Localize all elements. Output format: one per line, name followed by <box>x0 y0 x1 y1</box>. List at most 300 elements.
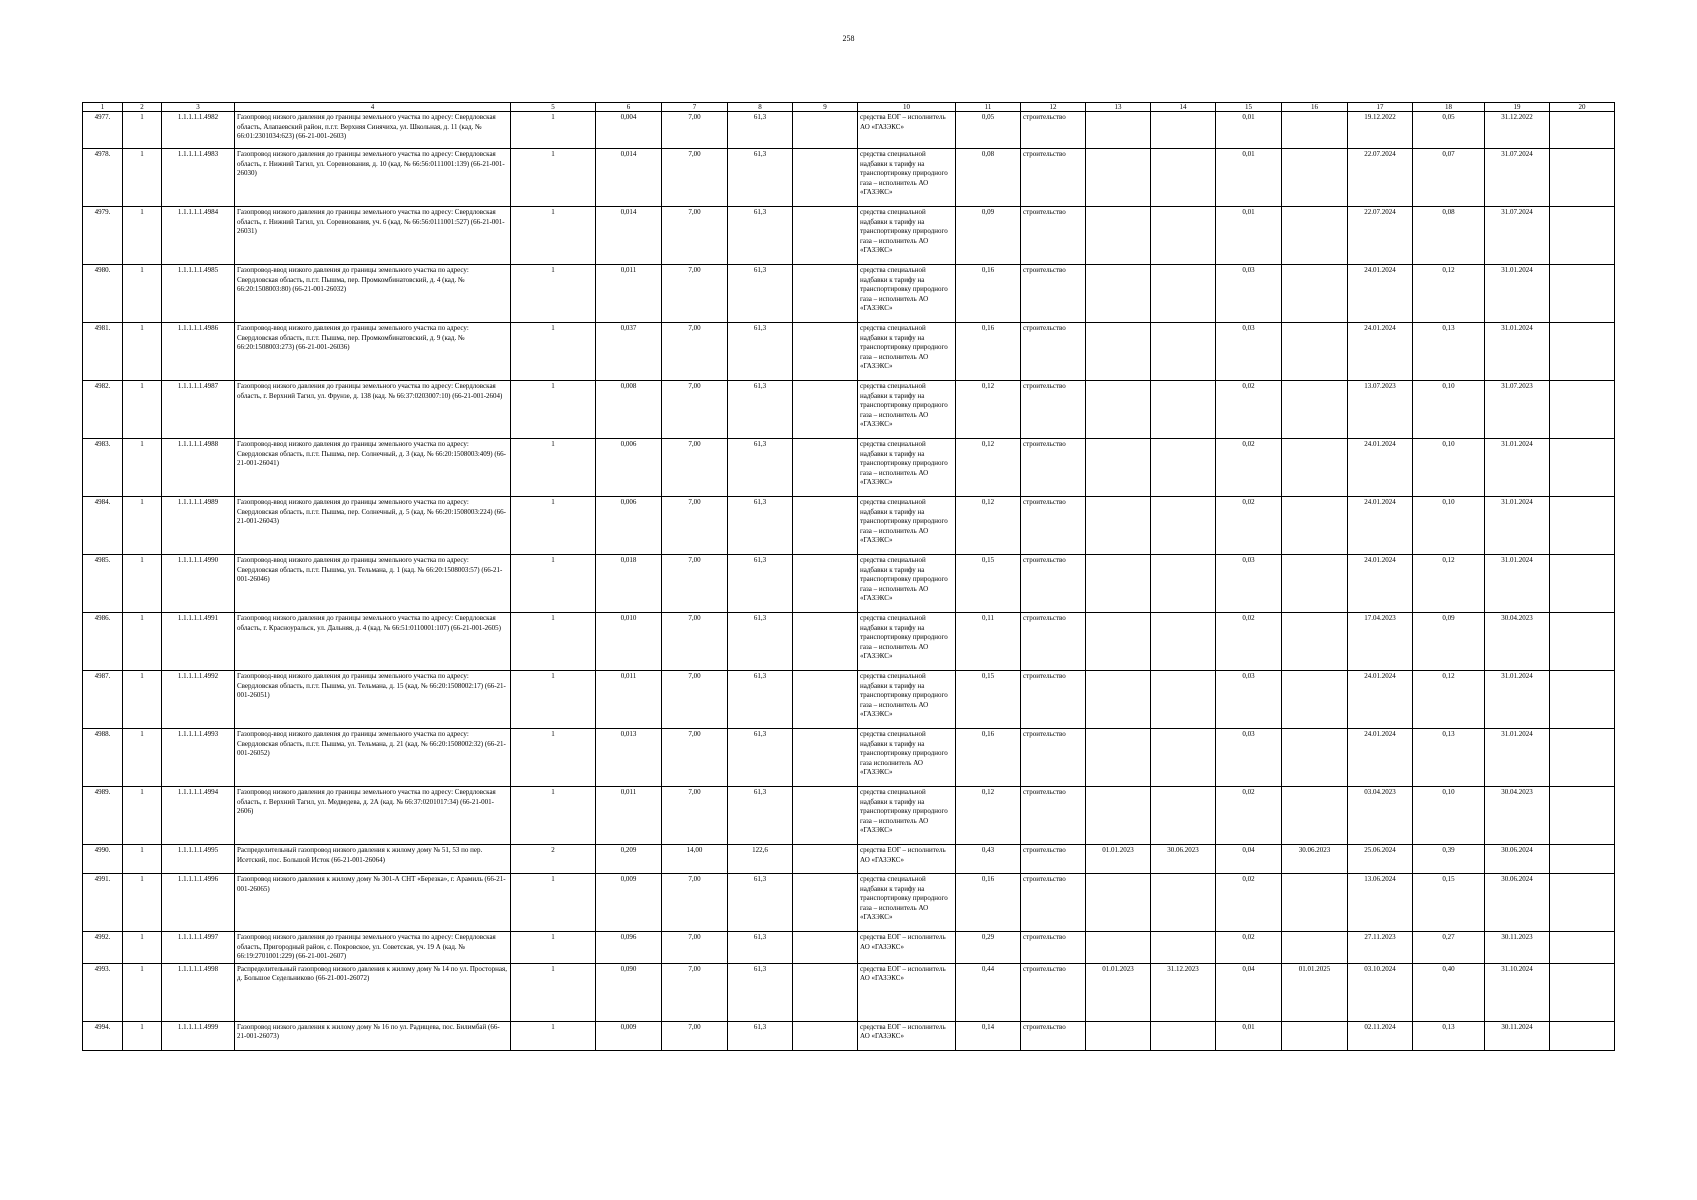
table-cell-col-13 <box>1086 381 1151 439</box>
table-cell-col-10: средства специальной надбавки к тарифу на транспортировку природного газа – исполнитель АО «ГАЗЭКС» <box>858 497 956 555</box>
column-number-7: 7 <box>662 103 728 112</box>
table-cell-col-11: 0,16 <box>956 729 1021 787</box>
table-cell-col-2: 1 <box>123 439 162 497</box>
table-cell-col-14 <box>1151 207 1216 265</box>
table-cell-col-20 <box>1550 963 1615 1021</box>
table-cell-col-13 <box>1086 671 1151 729</box>
table-cell-col-13 <box>1086 439 1151 497</box>
table-cell-col-17: 03.10.2024 <box>1348 963 1413 1021</box>
table-cell-col-16 <box>1282 323 1348 381</box>
table-cell-col-18: 0,13 <box>1413 1021 1485 1050</box>
table-cell-col-10: средства ЕОГ – исполнитель АО «ГАЗЭКС» <box>858 845 956 874</box>
table-cell-col-12: строительство <box>1021 381 1086 439</box>
table-cell-col-13: 01.01.2023 <box>1086 845 1151 874</box>
table-cell-col-6: 0,011 <box>596 265 662 323</box>
table-cell-col-2: 1 <box>123 787 162 845</box>
table-cell-col-10: средства специальной надбавки к тарифу на транспортировку природного газа – исполнитель АО «ГАЗЭКС» <box>858 613 956 671</box>
table-cell-col-8: 61,3 <box>728 874 793 932</box>
table-cell-col-18: 0,40 <box>1413 963 1485 1021</box>
table-cell-col-5: 1 <box>511 787 596 845</box>
table-cell-col-13 <box>1086 207 1151 265</box>
table-cell-col-15: 0,02 <box>1216 439 1282 497</box>
table-cell-col-14 <box>1151 787 1216 845</box>
table-cell-col-6: 0,011 <box>596 671 662 729</box>
table-cell-col-13 <box>1086 323 1151 381</box>
table-cell-col-8: 61,3 <box>728 932 793 964</box>
table-cell-col-19: 30.06.2024 <box>1485 874 1550 932</box>
table-cell-col-18: 0,10 <box>1413 381 1485 439</box>
column-number-6: 6 <box>596 103 662 112</box>
table-cell-col-3: 1.1.1.1.1.4987 <box>162 381 235 439</box>
table-cell-col-19: 30.11.2024 <box>1485 1021 1550 1050</box>
table-cell-col-7: 7,00 <box>662 112 728 149</box>
table-cell-col-14 <box>1151 671 1216 729</box>
table-cell-col-4: Распределительный газопровод низкого давления к жилому дому № 51, 53 по пер. Исетский, пос. Большой Исток (66-21-001-26064) <box>235 845 511 874</box>
table-cell-col-2: 1 <box>123 381 162 439</box>
table-cell-col-3: 1.1.1.1.1.4984 <box>162 207 235 265</box>
table-row <box>83 323 1615 381</box>
table-cell-col-6: 0,014 <box>596 207 662 265</box>
table-cell-col-1: 4994. <box>83 1021 123 1050</box>
table-cell-col-17: 24.01.2024 <box>1348 265 1413 323</box>
table-cell-col-12: строительство <box>1021 963 1086 1021</box>
table-cell-col-15: 0,01 <box>1216 1021 1282 1050</box>
table-cell-col-6: 0,209 <box>596 845 662 874</box>
table-cell-col-19: 30.04.2023 <box>1485 613 1550 671</box>
table-cell-col-10: средства специальной надбавки к тарифу на транспортировку природного газа – исполнитель АО «ГАЗЭКС» <box>858 207 956 265</box>
table-cell-col-13 <box>1086 149 1151 207</box>
table-cell-col-19: 31.01.2024 <box>1485 729 1550 787</box>
table-cell-col-5: 1 <box>511 874 596 932</box>
column-number-1: 1 <box>83 103 123 112</box>
table-cell-col-12: строительство <box>1021 497 1086 555</box>
table-cell-col-7: 7,00 <box>662 671 728 729</box>
table-cell-col-7: 7,00 <box>662 149 728 207</box>
table-cell-col-10: средства ЕОГ – исполнитель АО «ГАЗЭКС» <box>858 932 956 964</box>
table-cell-col-16 <box>1282 671 1348 729</box>
table-cell-col-9 <box>793 265 858 323</box>
table-cell-col-16 <box>1282 207 1348 265</box>
table-cell-col-10: средства специальной надбавки к тарифу на транспортировку природного газа – исполнитель АО «ГАЗЭКС» <box>858 671 956 729</box>
table-cell-col-13 <box>1086 265 1151 323</box>
table-row <box>83 149 1615 207</box>
table-cell-col-9 <box>793 323 858 381</box>
table-cell-col-14 <box>1151 555 1216 613</box>
table-cell-col-10: средства специальной надбавки к тарифу на транспортировку природного газа – исполнитель АО «ГАЗЭКС» <box>858 439 956 497</box>
table-cell-col-20 <box>1550 381 1615 439</box>
table-row <box>83 112 1615 149</box>
column-number-4: 4 <box>235 103 511 112</box>
table-cell-col-3: 1.1.1.1.1.4999 <box>162 1021 235 1050</box>
table-cell-col-4: Газопровод-ввод низкого давления до границы земельного участка по адресу: Свердловская область, п.г.т. Пышма, пер. Солнечный, д. 5 (кад. № 66:20:1508003:224) (66-21-001-26043) <box>235 497 511 555</box>
table-cell-col-8: 61,3 <box>728 497 793 555</box>
table-cell-col-4: Газопровод-ввод низкого давления до границы земельного участка по адресу: Свердловская область, п.г.т. Пышма, ул. Тельмана, д. 1 (кад. № 66:20:1508003:57) (66-21-001-26046) <box>235 555 511 613</box>
table-cell-col-15: 0,04 <box>1216 845 1282 874</box>
table-cell-col-19: 31.07.2023 <box>1485 381 1550 439</box>
table-cell-col-6: 0,013 <box>596 729 662 787</box>
table-cell-col-16: 01.01.2025 <box>1282 963 1348 1021</box>
table-cell-col-15: 0,02 <box>1216 381 1282 439</box>
table-cell-col-13 <box>1086 932 1151 964</box>
table-cell-col-20 <box>1550 874 1615 932</box>
table-cell-col-9 <box>793 787 858 845</box>
table-cell-col-7: 7,00 <box>662 439 728 497</box>
table-cell-col-18: 0,13 <box>1413 323 1485 381</box>
table-cell-col-6: 0,004 <box>596 112 662 149</box>
table-cell-col-9 <box>793 729 858 787</box>
column-number-13: 13 <box>1086 103 1151 112</box>
table-cell-col-17: 24.01.2024 <box>1348 497 1413 555</box>
table-cell-col-12: строительство <box>1021 874 1086 932</box>
table-cell-col-4: Газопровод-ввод низкого давления до границы земельного участка по адресу: Свердловская область, п.г.т. Пышма, пер. Промкомбинатовский, д. 4 (кад. № 66:20:1508003:80) (66-21-001-26032) <box>235 265 511 323</box>
table-cell-col-16 <box>1282 149 1348 207</box>
table-cell-col-7: 7,00 <box>662 555 728 613</box>
column-number-17: 17 <box>1348 103 1413 112</box>
table-cell-col-4: Газопровод низкого давления до границы земельного участка по адресу: Свердловская область, Пригородный район, с. Покровское, ул. Советская, уч. 19 А (кад. № 66:19:2701001:229) (66-21-001-2607) <box>235 932 511 964</box>
table-cell-col-12: строительство <box>1021 555 1086 613</box>
table-cell-col-14 <box>1151 439 1216 497</box>
table-cell-col-4: Газопровод-ввод низкого давления до границы земельного участка по адресу: Свердловская область, п.г.т. Пышма, ул. Тельмана, д. 21 (кад. № 66:20:1508002:32) (66-21-001-26052) <box>235 729 511 787</box>
table-cell-col-18: 0,10 <box>1413 439 1485 497</box>
table-cell-col-7: 7,00 <box>662 207 728 265</box>
table-cell-col-14 <box>1151 613 1216 671</box>
table-cell-col-11: 0,44 <box>956 963 1021 1021</box>
table-cell-col-20 <box>1550 845 1615 874</box>
table-cell-col-20 <box>1550 497 1615 555</box>
table-cell-col-10: средства ЕОГ – исполнитель АО «ГАЗЭКС» <box>858 112 956 149</box>
table-cell-col-11: 0,12 <box>956 787 1021 845</box>
table-cell-col-20 <box>1550 265 1615 323</box>
table-cell-col-5: 1 <box>511 381 596 439</box>
table-cell-col-1: 4984. <box>83 497 123 555</box>
table-cell-col-4: Газопровод низкого давления до границы земельного участка по адресу: Свердловская область, г. Красноуральск, ул. Дальняя, д. 4 (кад. № 66:51:0110001:107) (66-21-001-2605) <box>235 613 511 671</box>
table-cell-col-4: Газопровод низкого давления до границы земельного участка по адресу: Свердловская область, г. Нижний Тагил, ул. Соревнования, уч. 6 (кад. № 66:56:0111001:527) (66-21-001-26031) <box>235 207 511 265</box>
table-cell-col-16 <box>1282 112 1348 149</box>
table-cell-col-14 <box>1151 932 1216 964</box>
table-cell-col-3: 1.1.1.1.1.4988 <box>162 439 235 497</box>
table-cell-col-5: 1 <box>511 963 596 1021</box>
column-number-18: 18 <box>1413 103 1485 112</box>
table-cell-col-19: 30.06.2024 <box>1485 845 1550 874</box>
table-cell-col-9 <box>793 381 858 439</box>
table-cell-col-4: Газопровод низкого давления до границы земельного участка по адресу: Свердловская область, Алапаевский район, п.г.т. Верхняя Синячиха, ул. Школьная, д. 11 (кад. № 66:01:2301034:623) (66-21-001-2603) <box>235 112 511 149</box>
table-cell-col-1: 4986. <box>83 613 123 671</box>
table-cell-col-19: 31.12.2022 <box>1485 112 1550 149</box>
table-cell-col-5: 1 <box>511 439 596 497</box>
table-cell-col-20 <box>1550 932 1615 964</box>
table-cell-col-11: 0,15 <box>956 671 1021 729</box>
table-cell-col-16 <box>1282 439 1348 497</box>
table-cell-col-16 <box>1282 265 1348 323</box>
table-cell-col-17: 13.06.2024 <box>1348 874 1413 932</box>
table-cell-col-13 <box>1086 497 1151 555</box>
table-cell-col-17: 24.01.2024 <box>1348 671 1413 729</box>
table-cell-col-17: 24.01.2024 <box>1348 729 1413 787</box>
table-cell-col-6: 0,018 <box>596 555 662 613</box>
table-cell-col-17: 17.04.2023 <box>1348 613 1413 671</box>
table-cell-col-19: 30.04.2023 <box>1485 787 1550 845</box>
table-cell-col-2: 1 <box>123 874 162 932</box>
column-number-5: 5 <box>511 103 596 112</box>
table-cell-col-11: 0,16 <box>956 265 1021 323</box>
table-cell-col-15: 0,03 <box>1216 323 1282 381</box>
table-cell-col-13 <box>1086 112 1151 149</box>
table-cell-col-6: 0,008 <box>596 381 662 439</box>
table-cell-col-10: средства специальной надбавки к тарифу на транспортировку природного газа – исполнитель АО «ГАЗЭКС» <box>858 265 956 323</box>
table-cell-col-13 <box>1086 874 1151 932</box>
table-cell-col-13 <box>1086 787 1151 845</box>
table-cell-col-1: 4980. <box>83 265 123 323</box>
table-cell-col-2: 1 <box>123 1021 162 1050</box>
column-number-11: 11 <box>956 103 1021 112</box>
table-cell-col-4: Газопровод низкого давления до границы земельного участка по адресу: Свердловская область, г. Нижний Тагил, ул. Соревнования, д. 10 (кад. № 66:56:0111001:139) (66-21-001-26030) <box>235 149 511 207</box>
table-cell-col-8: 61,3 <box>728 671 793 729</box>
table-cell-col-5: 1 <box>511 613 596 671</box>
page-number: 258 <box>842 34 855 43</box>
table-cell-col-15: 0,03 <box>1216 729 1282 787</box>
table-cell-col-11: 0,12 <box>956 497 1021 555</box>
table-cell-col-7: 7,00 <box>662 323 728 381</box>
table-cell-col-8: 61,3 <box>728 963 793 1021</box>
column-number-8: 8 <box>728 103 793 112</box>
table-row <box>83 381 1615 439</box>
table-cell-col-7: 7,00 <box>662 497 728 555</box>
table-cell-col-18: 0,10 <box>1413 787 1485 845</box>
table-cell-col-5: 1 <box>511 149 596 207</box>
table-cell-col-14 <box>1151 729 1216 787</box>
column-number-9: 9 <box>793 103 858 112</box>
table-cell-col-11: 0,12 <box>956 381 1021 439</box>
table-cell-col-16 <box>1282 932 1348 964</box>
table-cell-col-1: 4993. <box>83 963 123 1021</box>
table-cell-col-2: 1 <box>123 555 162 613</box>
table-cell-col-4: Газопровод низкого давления к жилому дому № 301-А СНТ «Березка», г. Арамиль (66-21-001-26065) <box>235 874 511 932</box>
table-cell-col-2: 1 <box>123 497 162 555</box>
table-cell-col-10: средства специальной надбавки к тарифу на транспортировку природного газа – исполнитель АО «ГАЗЭКС» <box>858 874 956 932</box>
table-cell-col-20 <box>1550 323 1615 381</box>
table-cell-col-8: 61,3 <box>728 787 793 845</box>
table-cell-col-14 <box>1151 323 1216 381</box>
table-cell-col-5: 1 <box>511 207 596 265</box>
table-cell-col-7: 7,00 <box>662 265 728 323</box>
table-cell-col-10: средства специальной надбавки к тарифу на транспортировку природного газа – исполнитель АО «ГАЗЭКС» <box>858 381 956 439</box>
table-cell-col-11: 0,16 <box>956 323 1021 381</box>
table-cell-col-12: строительство <box>1021 439 1086 497</box>
table-cell-col-7: 7,00 <box>662 381 728 439</box>
table-cell-col-9 <box>793 613 858 671</box>
table-cell-col-14 <box>1151 381 1216 439</box>
table-cell-col-5: 1 <box>511 265 596 323</box>
table-cell-col-15: 0,01 <box>1216 112 1282 149</box>
table-cell-col-12: строительство <box>1021 1021 1086 1050</box>
table-cell-col-17: 27.11.2023 <box>1348 932 1413 964</box>
table-cell-col-19: 30.11.2023 <box>1485 932 1550 964</box>
table-cell-col-18: 0,27 <box>1413 932 1485 964</box>
table-cell-col-20 <box>1550 207 1615 265</box>
table-cell-col-13 <box>1086 729 1151 787</box>
table-cell-col-16 <box>1282 729 1348 787</box>
table-cell-col-17: 25.06.2024 <box>1348 845 1413 874</box>
table-row <box>83 787 1615 845</box>
table-cell-col-14 <box>1151 149 1216 207</box>
table-cell-col-1: 4987. <box>83 671 123 729</box>
table-cell-col-17: 24.01.2024 <box>1348 439 1413 497</box>
table-cell-col-3: 1.1.1.1.1.4986 <box>162 323 235 381</box>
table-row <box>83 845 1615 874</box>
table-cell-col-1: 4990. <box>83 845 123 874</box>
table-cell-col-4: Газопровод-ввод низкого давления до границы земельного участка по адресу: Свердловская область, п.г.т. Пышма, ул. Тельмана, д. 15 (кад. № 66:20:1508002:17) (66-21-001-26051) <box>235 671 511 729</box>
table-cell-col-9 <box>793 555 858 613</box>
table-cell-col-13 <box>1086 1021 1151 1050</box>
table-cell-col-19: 31.01.2024 <box>1485 265 1550 323</box>
column-number-12: 12 <box>1021 103 1086 112</box>
table-cell-col-12: строительство <box>1021 845 1086 874</box>
table-row <box>83 874 1615 932</box>
table-cell-col-6: 0,009 <box>596 874 662 932</box>
table-cell-col-12: строительство <box>1021 207 1086 265</box>
table-cell-col-6: 0,037 <box>596 323 662 381</box>
table-cell-col-1: 4978. <box>83 149 123 207</box>
column-number-19: 19 <box>1485 103 1550 112</box>
table-row <box>83 671 1615 729</box>
table-cell-col-11: 0,15 <box>956 555 1021 613</box>
table-cell-col-19: 31.01.2024 <box>1485 555 1550 613</box>
table-cell-col-20 <box>1550 1021 1615 1050</box>
table-cell-col-17: 22.07.2024 <box>1348 149 1413 207</box>
table-cell-col-20 <box>1550 729 1615 787</box>
table-cell-col-17: 24.01.2024 <box>1348 323 1413 381</box>
table-cell-col-1: 4991. <box>83 874 123 932</box>
table-cell-col-18: 0,12 <box>1413 265 1485 323</box>
table-cell-col-14: 30.06.2023 <box>1151 845 1216 874</box>
table-cell-col-2: 1 <box>123 613 162 671</box>
table-cell-col-17: 24.01.2024 <box>1348 555 1413 613</box>
column-number-16: 16 <box>1282 103 1348 112</box>
table-cell-col-10: средства ЕОГ – исполнитель АО «ГАЗЭКС» <box>858 963 956 1021</box>
table-cell-col-5: 2 <box>511 845 596 874</box>
table-cell-col-19: 31.07.2024 <box>1485 149 1550 207</box>
table-cell-col-8: 61,3 <box>728 207 793 265</box>
table-cell-col-3: 1.1.1.1.1.4993 <box>162 729 235 787</box>
table-cell-col-18: 0,39 <box>1413 845 1485 874</box>
table-cell-col-13 <box>1086 555 1151 613</box>
table-row <box>83 963 1615 1021</box>
table-cell-col-8: 61,3 <box>728 729 793 787</box>
table-cell-col-16 <box>1282 787 1348 845</box>
table-cell-col-7: 7,00 <box>662 1021 728 1050</box>
table-cell-col-16 <box>1282 497 1348 555</box>
table-cell-col-15: 0,02 <box>1216 932 1282 964</box>
table-cell-col-11: 0,14 <box>956 1021 1021 1050</box>
table-cell-col-6: 0,014 <box>596 149 662 207</box>
table-cell-col-12: строительство <box>1021 149 1086 207</box>
table-cell-col-18: 0,10 <box>1413 497 1485 555</box>
table-cell-col-10: средства специальной надбавки к тарифу на транспортировку природного газа исполнитель АО «ГАЗЭКС» <box>858 729 956 787</box>
table-cell-col-6: 0,006 <box>596 439 662 497</box>
table-cell-col-7: 7,00 <box>662 963 728 1021</box>
table-cell-col-1: 4977. <box>83 112 123 149</box>
table-cell-col-1: 4989. <box>83 787 123 845</box>
table-cell-col-3: 1.1.1.1.1.4985 <box>162 265 235 323</box>
column-number-10: 10 <box>858 103 956 112</box>
table-cell-col-6: 0,006 <box>596 497 662 555</box>
table-cell-col-12: строительство <box>1021 932 1086 964</box>
table-cell-col-15: 0,03 <box>1216 265 1282 323</box>
table-cell-col-3: 1.1.1.1.1.4983 <box>162 149 235 207</box>
table-cell-col-18: 0,12 <box>1413 671 1485 729</box>
table-row <box>83 932 1615 964</box>
table-cell-col-4: Газопровод-ввод низкого давления до границы земельного участка по адресу: Свердловская область, п.г.т. Пышма, пер. Промкомбинатовский, д. 9 (кад. № 66:20:1508003:273) (66-21-001-26036) <box>235 323 511 381</box>
table-cell-col-18: 0,05 <box>1413 112 1485 149</box>
table-cell-col-17: 02.11.2024 <box>1348 1021 1413 1050</box>
table-cell-col-18: 0,13 <box>1413 729 1485 787</box>
table-cell-col-7: 7,00 <box>662 613 728 671</box>
table-cell-col-3: 1.1.1.1.1.4995 <box>162 845 235 874</box>
column-number-3: 3 <box>162 103 235 112</box>
column-number-15: 15 <box>1216 103 1282 112</box>
table-cell-col-20 <box>1550 555 1615 613</box>
table-cell-col-16: 30.06.2023 <box>1282 845 1348 874</box>
table-cell-col-5: 1 <box>511 1021 596 1050</box>
table-cell-col-3: 1.1.1.1.1.4996 <box>162 874 235 932</box>
table-cell-col-3: 1.1.1.1.1.4998 <box>162 963 235 1021</box>
table-cell-col-16 <box>1282 613 1348 671</box>
table-cell-col-8: 61,3 <box>728 439 793 497</box>
table-cell-col-4: Газопровод-ввод низкого давления до границы земельного участка по адресу: Свердловская область, п.г.т. Пышма, пер. Солнечный, д. 3 (кад. № 66:20:1508003:409) (66-21-001-26041) <box>235 439 511 497</box>
column-number-2: 2 <box>123 103 162 112</box>
table-cell-col-1: 4983. <box>83 439 123 497</box>
table-row <box>83 439 1615 497</box>
table-cell-col-5: 1 <box>511 932 596 964</box>
table-cell-col-9 <box>793 874 858 932</box>
table-cell-col-14 <box>1151 265 1216 323</box>
table-cell-col-12: строительство <box>1021 671 1086 729</box>
table-cell-col-18: 0,07 <box>1413 149 1485 207</box>
table-cell-col-6: 0,011 <box>596 787 662 845</box>
table-cell-col-6: 0,096 <box>596 932 662 964</box>
table-cell-col-19: 31.01.2024 <box>1485 439 1550 497</box>
table-cell-col-5: 1 <box>511 729 596 787</box>
table-cell-col-15: 0,01 <box>1216 149 1282 207</box>
table-cell-col-12: строительство <box>1021 729 1086 787</box>
table-cell-col-18: 0,15 <box>1413 874 1485 932</box>
table-row <box>83 729 1615 787</box>
table-cell-col-8: 61,3 <box>728 555 793 613</box>
table-cell-col-18: 0,12 <box>1413 555 1485 613</box>
table-cell-col-2: 1 <box>123 963 162 1021</box>
table-cell-col-1: 4982. <box>83 381 123 439</box>
table-cell-col-13 <box>1086 613 1151 671</box>
table-cell-col-14: 31.12.2023 <box>1151 963 1216 1021</box>
table-cell-col-9 <box>793 1021 858 1050</box>
table-cell-col-2: 1 <box>123 932 162 964</box>
table-cell-col-4: Газопровод низкого давления к жилому дому № 16 по ул. Радищева, пос. Билимбай (66-21-001-26073) <box>235 1021 511 1050</box>
table-cell-col-17: 13.07.2023 <box>1348 381 1413 439</box>
table-cell-col-11: 0,16 <box>956 874 1021 932</box>
table-cell-col-1: 4981. <box>83 323 123 381</box>
table-cell-col-15: 0,04 <box>1216 963 1282 1021</box>
table-cell-col-17: 22.07.2024 <box>1348 207 1413 265</box>
table-cell-col-12: строительство <box>1021 787 1086 845</box>
table-cell-col-4: Распределительный газопровод низкого давления к жилому дому № 14 по ул. Просторная, д. Большое Седельниково (66-21-001-26072) <box>235 963 511 1021</box>
column-number-14: 14 <box>1151 103 1216 112</box>
table-cell-col-20 <box>1550 112 1615 149</box>
table-cell-col-17: 03.04.2023 <box>1348 787 1413 845</box>
table-cell-col-8: 61,3 <box>728 613 793 671</box>
investment-program-table <box>82 102 1615 1051</box>
table-cell-col-15: 0,02 <box>1216 497 1282 555</box>
table-cell-col-11: 0,29 <box>956 932 1021 964</box>
